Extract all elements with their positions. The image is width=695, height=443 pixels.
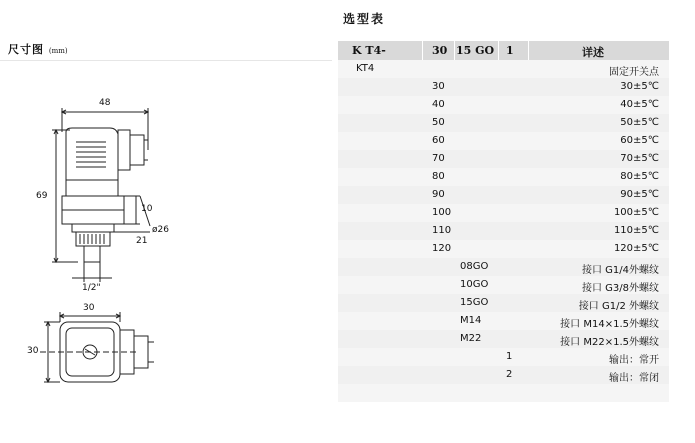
cell-description: 110±5℃ (613, 225, 659, 236)
header-temp: 30 (432, 44, 448, 57)
cell-col2: 70 (432, 153, 445, 164)
dim-height: 69 (36, 191, 48, 201)
header-description: 详述 (582, 46, 604, 59)
cell-col2: 60 (432, 135, 445, 146)
dimension-drawing (0, 60, 332, 410)
table-row (338, 78, 669, 96)
cell-description: 50±5℃ (620, 117, 659, 128)
cell-description: 接口 M14×1.5外螺纹 (560, 319, 659, 330)
dim-21: 21 (136, 236, 148, 246)
table-row (338, 330, 669, 348)
cell-col3: 08GO (460, 261, 489, 272)
table-row (338, 348, 669, 366)
table-row (338, 276, 669, 294)
table-row (338, 240, 669, 258)
cell-col3: 10GO (460, 279, 489, 290)
cell-description: 60±5℃ (620, 135, 659, 146)
table-row (338, 186, 669, 204)
cell-description: 接口 G3/8外螺纹 (581, 283, 659, 294)
dim-bottom-width: 30 (83, 303, 95, 313)
cell-description: 40±5℃ (620, 99, 659, 110)
table-row (338, 150, 669, 168)
dim-diameter: ø26 (152, 225, 169, 235)
dim-thread: 1/2" (82, 283, 101, 293)
header-port: 15 GO (456, 44, 495, 57)
table-row (338, 294, 669, 312)
table-row (338, 312, 669, 330)
dim-10: 10 (141, 204, 153, 214)
cell-col2: 30 (432, 81, 445, 92)
table-row (338, 60, 669, 78)
header-model: K T4- (352, 44, 386, 57)
drawing-title-text: 尺寸图 (8, 43, 44, 56)
cell-col2: 110 (432, 225, 452, 236)
cell-col2: 90 (432, 189, 445, 200)
cell-description: 120±5℃ (613, 243, 659, 254)
cell-col3: M22 (460, 333, 482, 344)
table-row (338, 132, 669, 150)
cell-description: 90±5℃ (620, 189, 659, 200)
table-row (338, 96, 669, 114)
table-row (338, 258, 669, 276)
cell-col1: KT4 (356, 63, 375, 74)
table-row (338, 222, 669, 240)
cell-description: 30±5℃ (620, 81, 659, 92)
cell-col3: 15GO (460, 297, 489, 308)
cell-description: 固定开关点 (609, 67, 659, 78)
selection-table (338, 41, 669, 402)
table-row (338, 168, 669, 186)
cell-description: 接口 G1/2 外螺纹 (578, 301, 659, 312)
cell-col4: 1 (506, 351, 513, 362)
table-body (338, 60, 669, 402)
cell-col2: 50 (432, 117, 445, 128)
table-row (338, 114, 669, 132)
cell-description: 输出：常开 (609, 355, 659, 366)
cell-col2: 80 (432, 171, 445, 182)
dim-bottom-height: 30 (27, 346, 39, 356)
drawing-unit: (mm) (48, 47, 68, 55)
cell-col3: M14 (460, 315, 482, 326)
cell-col2: 120 (432, 243, 452, 254)
cell-description: 100±5℃ (613, 207, 659, 218)
table-title: 选型表 (343, 12, 386, 26)
cell-description: 输出：常闭 (609, 373, 659, 384)
table-row (338, 204, 669, 222)
table-row (338, 384, 669, 402)
cell-col2: 40 (432, 99, 445, 110)
cell-description: 接口 M22×1.5外螺纹 (560, 337, 659, 348)
table-row (338, 366, 669, 384)
dim-width: 48 (99, 98, 111, 108)
cell-description: 80±5℃ (620, 171, 659, 182)
table-header (338, 41, 669, 60)
drawing-title (8, 41, 68, 57)
cell-col2: 100 (432, 207, 452, 218)
cell-col4: 2 (506, 369, 513, 380)
cell-description: 接口 G1/4外螺纹 (581, 265, 659, 276)
cell-description: 70±5℃ (620, 153, 659, 164)
header-output: 1 (506, 44, 514, 57)
